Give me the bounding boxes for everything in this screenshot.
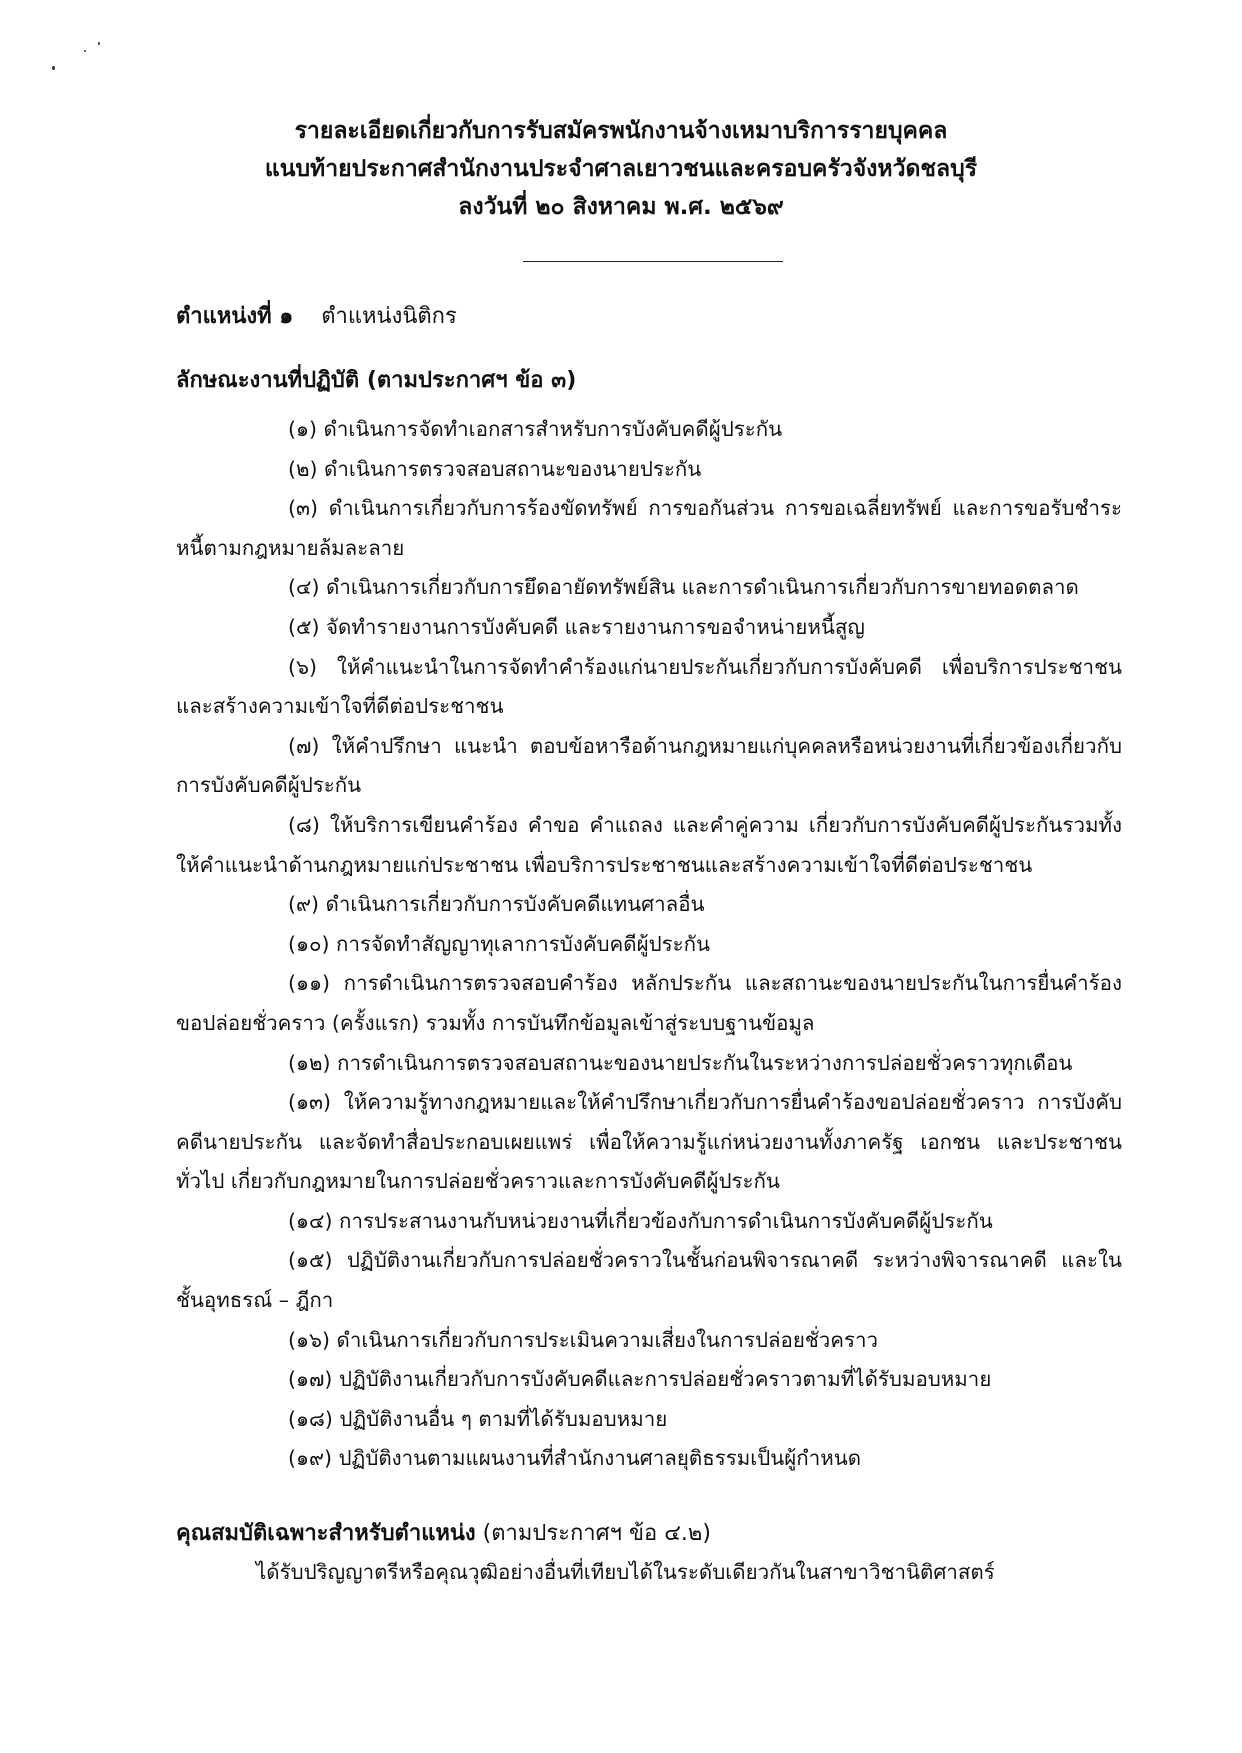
- duty-item: (๑๑) การดำเนินการตรวจสอบคำร้อง หลักประกัน และสถานะของนายประกันในการยื่นคำร้องขอปล่อยชั่วคราว (ครั้งแรก) รวมทั้ง การบันทึกข้อมูลเข้าสู่ระบบฐานข้อมูล: [176, 971, 1122, 1035]
- duty-item: (๓) ดำเนินการเกี่ยวกับการร้องขัดทรัพย์ การขอกันส่วน การขอเฉลี่ยทรัพย์ และการขอรับชำระหนี้ตามกฎหมายล้มละลาย: [176, 496, 1122, 560]
- duty-item: (๖) ให้คำแนะนำในการจัดทำคำร้องแก่นายประกันเกี่ยวกับการบังคับคดี เพื่อบริการประชาชนและสร้างความเข้าใจที่ดีต่อประชาชน: [176, 654, 1122, 719]
- header-divider: [523, 261, 783, 262]
- header-line-2: แนบท้ายประกาศสำนักงานประจำศาลเยาวชนและครอบครัวจังหวัดชลบุรี: [264, 156, 978, 182]
- position-value: ตำแหน่งนิติกร: [321, 304, 457, 329]
- duty-item: (๑๒) การดำเนินการตรวจสอบสถานะของนายประกันในระหว่างการปล่อยชั่วคราวทุกเดือน: [288, 1050, 1073, 1075]
- qualification-title: คุณสมบัติเฉพาะสำหรับตำแหน่ง: [176, 1521, 476, 1546]
- duty-item: (๙) ดำเนินการเกี่ยวกับการบังคับคดีแทนศาลอื่น: [288, 892, 705, 917]
- position-label: ตำแหน่งที่ ๑: [176, 304, 294, 329]
- duty-item: (๑๓) ให้ความรู้ทางกฎหมายและให้คำปรึกษาเกี่ยวกับการยื่นคำร้องขอปล่อยชั่วคราว การบังคับคดีนายประกัน และจัดทำสื่อประกอบเผยแพร่ เพื่อให้ความรู้แก่หน่วยงานทั้งภาครัฐ เอกชน และประชาชนทั่วไป เกี่ยวกับกฎหมายในการปล่อยชั่วคราวและการบังคับคดีผู้ประกัน: [176, 1090, 1122, 1194]
- duty-item: (๑๙) ปฏิบัติงานตามแผนงานที่สำนักงานศาลยุติธรรมเป็นผู้กำหนด: [288, 1446, 862, 1471]
- duties-title: ลักษณะงานที่ปฏิบัติ (ตามประกาศฯ ข้อ ๓): [176, 368, 577, 393]
- duty-item: (๑๖) ดำเนินการเกี่ยวกับการประเมินความเสี่ยงในการปล่อยชั่วคราว: [288, 1327, 879, 1352]
- duty-item: (๕) จัดทำรายงานการบังคับคดี และรายงานการขอจำหน่ายหนี้สูญ: [288, 614, 865, 639]
- scan-speck: [84, 50, 86, 52]
- position-heading: [176, 298, 457, 333]
- duty-item: (๑) ดำเนินการจัดทำเอกสารสำหรับการบังคับคดีผู้ประกัน: [288, 417, 783, 441]
- scan-speck: [52, 66, 55, 70]
- qualification-ref: (ตามประกาศฯ ข้อ ๔.๒): [482, 1521, 711, 1546]
- duty-item: (๑๗) ปฏิบัติงานเกี่ยวกับการบังคับคดีและการปล่อยชั่วคราวตามที่ได้รับมอบหมาย: [288, 1367, 992, 1392]
- duty-item: (๑๘) ปฏิบัติงานอื่น ๆ ตามที่ได้รับมอบหมาย: [288, 1406, 668, 1431]
- duties-list: [176, 410, 1122, 1479]
- duty-item: (๗) ให้คำปรึกษา แนะนำ ตอบข้อหารือด้านกฎหมายแก่บุคคลหรือหน่วยงานที่เกี่ยวข้องเกี่ยวกับการบังคับคดีผู้ประกัน: [176, 733, 1122, 798]
- header-line-3: ลงวันที่ ๒๐ สิงหาคม พ.ศ. ๒๕๖๙: [458, 194, 784, 220]
- qualification-text: ได้รับปริญญาตรีหรือคุณวุฒิอย่างอื่นที่เทียบได้ในระดับเดียวกันในสาขาวิชานิติศาสตร์: [256, 1560, 995, 1584]
- header-line-1: รายละเอียดเกี่ยวกับการรับสมัครพนักงานจ้างเหมาบริการรายบุคคล: [294, 118, 948, 144]
- qualification-heading: [176, 1515, 711, 1550]
- scan-speck: [98, 42, 100, 45]
- duty-item: (๑๔) การประสานงานกับหน่วยงานที่เกี่ยวข้องกับการดำเนินการบังคับคดีผู้ประกัน: [288, 1208, 993, 1233]
- duty-item: (๒) ดำเนินการตรวจสอบสถานะของนายประกัน: [288, 456, 702, 481]
- duty-item: (๘) ให้บริการเขียนคำร้อง คำขอ คำแถลง และคำคู่ความ เกี่ยวกับการบังคับคดีผู้ประกันรวมทั้งให้คำแนะนำด้านกฎหมายแก่ประชาชน เพื่อบริการประชาชนและสร้างความเข้าใจที่ดีต่อประชาชน: [176, 812, 1122, 877]
- document-header: [0, 112, 1242, 226]
- duty-item: (๑๕) ปฏิบัติงานเกี่ยวกับการปล่อยชั่วคราวในชั้นก่อนพิจารณาคดี ระหว่างพิจารณาคดี และในชั้นอุทธรณ์ – ฎีกา: [176, 1248, 1122, 1313]
- duty-item: (๔) ดำเนินการเกี่ยวกับการยึดอายัดทรัพย์สิน และการดำเนินการเกี่ยวกับการขายทอดตลาด: [288, 575, 1079, 600]
- duty-item: (๑๐) การจัดทำสัญญาทุเลาการบังคับคดีผู้ประกัน: [288, 931, 711, 956]
